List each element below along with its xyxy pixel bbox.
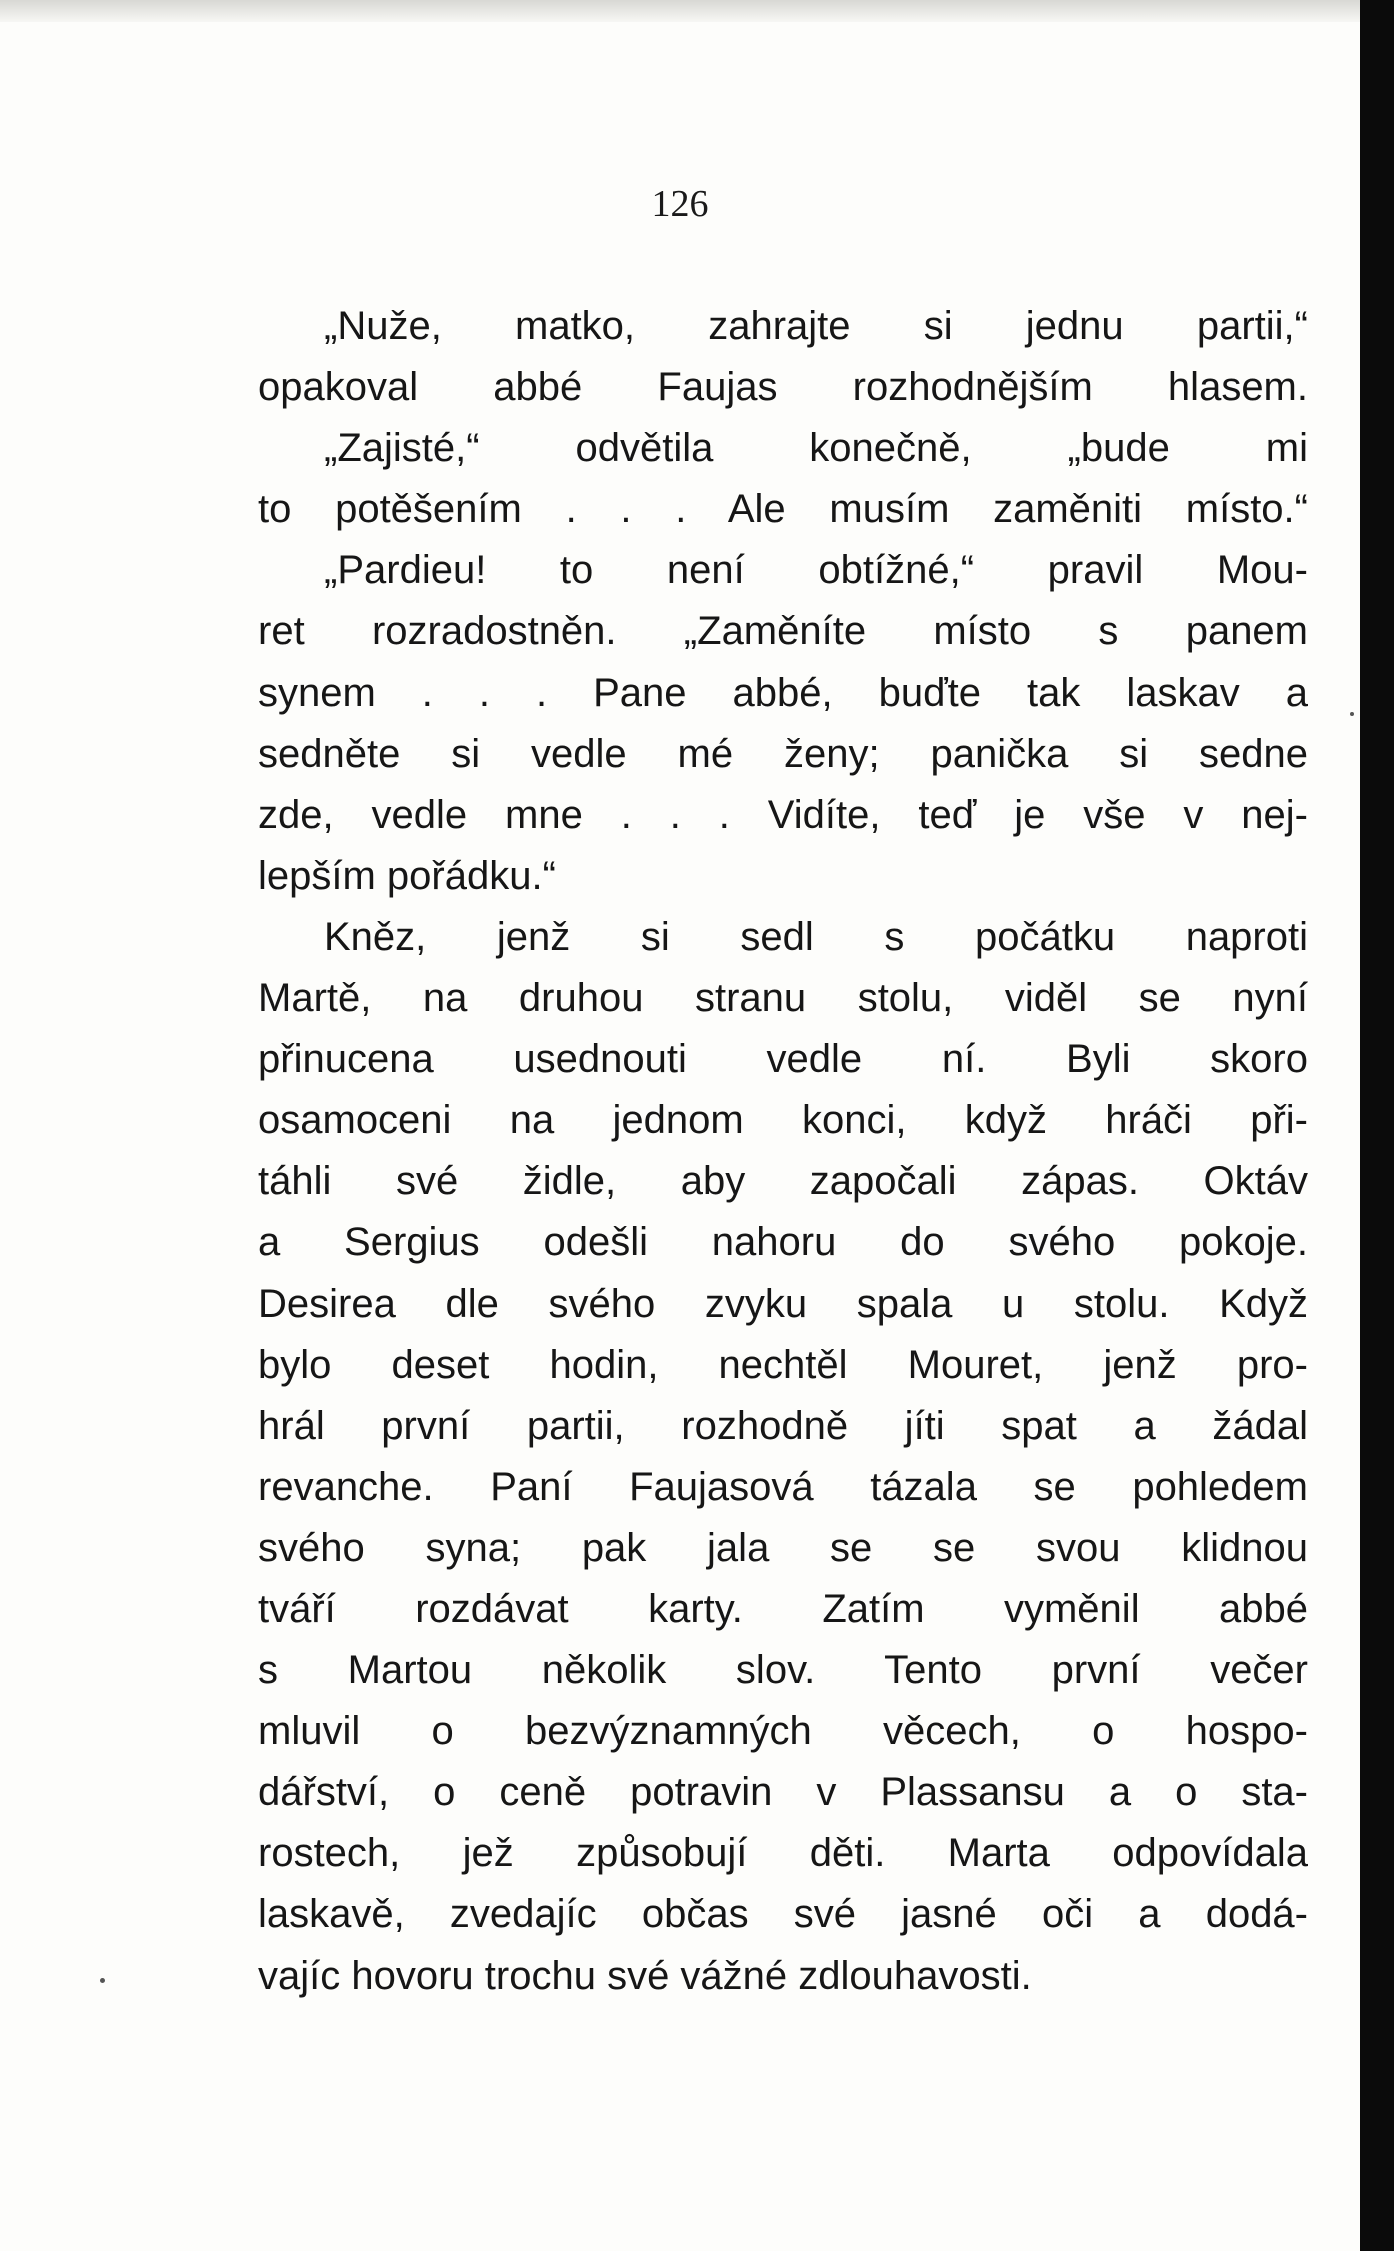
text-line: a Sergius odešli nahoru do svého pokoje.	[258, 1220, 1308, 1265]
text-line: Kněz, jenž si sedl s počátku naproti	[324, 914, 1308, 959]
text-line: osamoceni na jednom konci, když hráči při-	[258, 1098, 1308, 1143]
text-line: Martě, na druhou stranu stolu, viděl se nyní	[258, 976, 1308, 1021]
text-line: sedněte si vedle mé ženy; panička si sedne	[258, 731, 1308, 776]
text-line: táhli své židle, aby započali zápas. Oktáv	[258, 1159, 1308, 1204]
text-line: svého syna; pak jala se se svou klidnou	[258, 1525, 1308, 1570]
text-line: rostech, jež způsobují děti. Marta odpovídala	[258, 1831, 1308, 1876]
text-line: „Zajisté,“ odvětila konečně, „bude mi	[324, 426, 1308, 471]
text-line: „Nuže, matko, zahrajte si jednu partii,“	[324, 304, 1308, 348]
text-line: zde, vedle mne . . . Vidíte, teď je vše v nej-	[258, 792, 1308, 837]
text-line: s Martou několik slov. Tento první večer	[258, 1648, 1308, 1693]
paper-speck	[1350, 712, 1354, 716]
text-line: hrál první partii, rozhodně jíti spat a žádal	[258, 1403, 1308, 1448]
text-line: bylo deset hodin, nechtěl Mouret, jenž pro-	[258, 1342, 1308, 1387]
text-line: dářství, o ceně potravin v Plassansu a o sta-	[258, 1770, 1308, 1815]
text-line: vajíc hovoru trochu své vážné zdlouhavosti.	[258, 1953, 1032, 1998]
page-right-edge	[1360, 0, 1394, 2251]
body-text	[258, 296, 1308, 2007]
text-line: lepším pořádku.“	[258, 853, 556, 898]
text-line: ret rozradostněn. „Zaměníte místo s panem	[258, 609, 1308, 654]
text-line: tváří rozdávat karty. Zatím vyměnil abbé	[258, 1586, 1308, 1631]
text-line: mluvil o bezvýznamných věcech, o hospo-	[258, 1709, 1308, 1754]
text-line: opakoval abbé Faujas rozhodnějším hlasem.	[258, 365, 1308, 410]
text-line: „Pardieu! to není obtížné,“ pravil Mou-	[324, 548, 1308, 593]
text-line: synem . . . Pane abbé, buďte tak laskav a	[258, 670, 1308, 715]
page-number: 126	[651, 183, 709, 225]
text-line: přinucena usednouti vedle ní. Byli skoro	[258, 1037, 1308, 1082]
text-line: revanche. Paní Faujasová tázala se pohledem	[258, 1464, 1308, 1509]
text-line: to potěšením . . . Ale musím zaměniti místo.“	[258, 487, 1308, 532]
text-line: laskavě, zvedajíc občas své jasné oči a dodá-	[258, 1892, 1308, 1937]
text-line: Desirea dle svého zvyku spala u stolu. Když	[258, 1281, 1308, 1326]
paper-speck	[100, 1978, 105, 1983]
page-top-edge	[0, 0, 1394, 22]
